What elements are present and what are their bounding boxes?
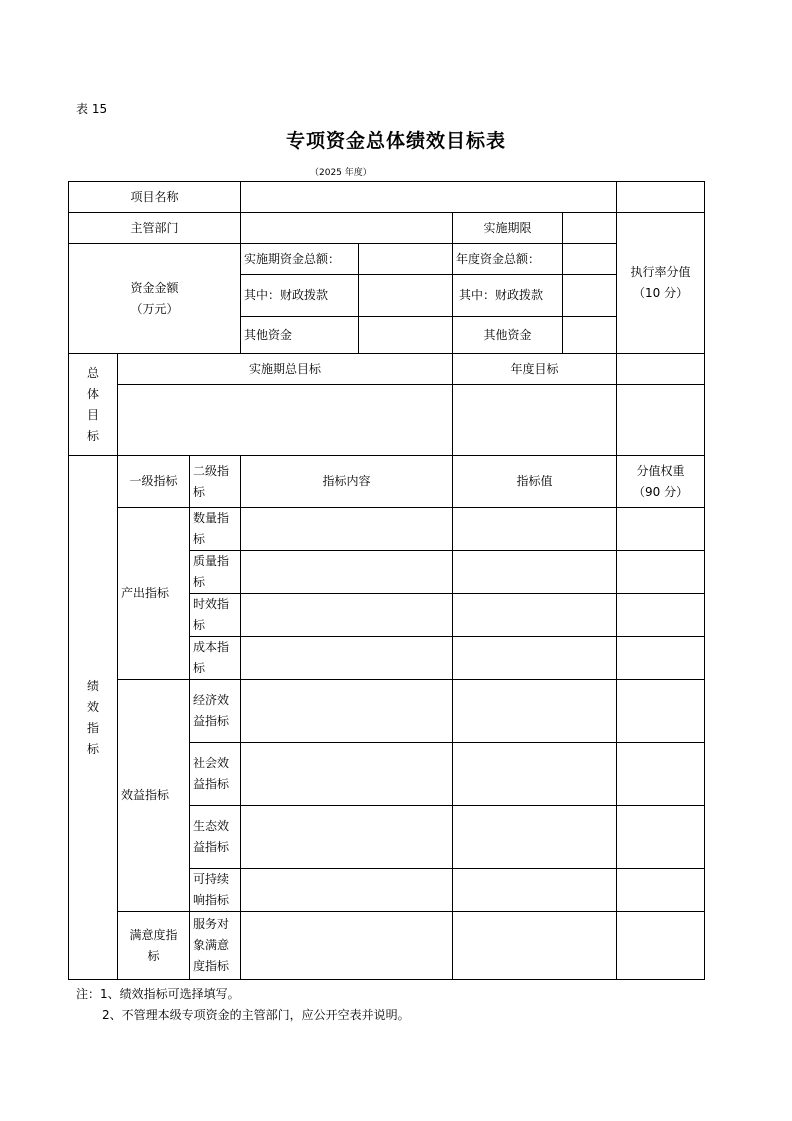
- level2-header: 二级指标: [190, 456, 241, 508]
- exec-rate-cell: [617, 213, 705, 354]
- level1-header: 一级指标: [118, 456, 190, 508]
- quality-indicator: 质量指标: [190, 551, 241, 594]
- page-title: 专项资金总体绩效目标表: [285, 130, 506, 152]
- period-label: 实施期限: [453, 213, 563, 244]
- social-indicator: 社会效益指标: [190, 743, 241, 806]
- other-funds-label-left: 其他资金: [241, 317, 359, 354]
- indicator-value-field[interactable]: [453, 637, 617, 680]
- ecological-indicator: 生态效益指标: [190, 806, 241, 869]
- blank-cell: [617, 385, 705, 456]
- satisfaction-indicator-label: 满意度指标: [118, 912, 190, 980]
- fiscal-label-left: 其中：财政拨款: [241, 275, 359, 317]
- indicator-content-field[interactable]: [241, 551, 453, 594]
- year-goal-header: 年度目标: [453, 354, 617, 385]
- content-header: 指标内容: [241, 456, 453, 508]
- sustainable-indicator: 可持续响指标: [190, 869, 241, 912]
- indicator-value-field[interactable]: [453, 551, 617, 594]
- funds-label: 资金金额: [130, 280, 179, 295]
- blank-cell: [617, 354, 705, 385]
- indicator-content-field[interactable]: [241, 680, 453, 743]
- indicator-weight-field[interactable]: [617, 869, 705, 912]
- blank-cell: [617, 182, 705, 213]
- indicator-value-field[interactable]: [453, 869, 617, 912]
- indicator-weight-field[interactable]: [617, 594, 705, 637]
- project-name-label: 项目名称: [69, 182, 241, 213]
- weight-header: 分值权重 （90 分）: [617, 456, 705, 508]
- value-header: 指标值: [453, 456, 617, 508]
- indicator-value-field[interactable]: [453, 594, 617, 637]
- indicator-weight-field[interactable]: [617, 637, 705, 680]
- indicator-weight-field[interactable]: [617, 806, 705, 869]
- table-number: 表 15: [76, 102, 108, 116]
- indicator-content-field[interactable]: [241, 594, 453, 637]
- dept-label: 主管部门: [69, 213, 241, 244]
- indicator-value-field[interactable]: [453, 508, 617, 551]
- period-field[interactable]: [563, 213, 617, 244]
- other-funds-label-right: 其他资金: [453, 317, 563, 354]
- funds-unit: （万元）: [130, 301, 179, 316]
- timeliness-indicator: 时效指标: [190, 594, 241, 637]
- exec-rate-score: （10 分）: [632, 286, 689, 300]
- period-goal-field[interactable]: [118, 385, 453, 456]
- indicator-value-field[interactable]: [453, 806, 617, 869]
- output-indicator-label: 产出指标: [118, 508, 190, 680]
- quantity-indicator: 数量指标: [190, 508, 241, 551]
- footnote-1: 注：1、绩效指标可选择填写。: [76, 987, 240, 1001]
- fiscal-field-left[interactable]: [359, 275, 453, 317]
- indicator-content-field[interactable]: [241, 869, 453, 912]
- indicator-weight-field[interactable]: [617, 743, 705, 806]
- economic-indicator: 经济效益指标: [190, 680, 241, 743]
- project-name-field[interactable]: [241, 182, 617, 213]
- funds-cell: [69, 244, 241, 354]
- other-funds-field-right[interactable]: [563, 317, 617, 354]
- total-year-field[interactable]: [563, 244, 617, 275]
- fiscal-year: （2025 年度）: [310, 168, 372, 178]
- performance-label: 绩效指标: [69, 456, 118, 980]
- indicator-value-field[interactable]: [453, 912, 617, 980]
- indicator-content-field[interactable]: [241, 637, 453, 680]
- indicator-weight-field[interactable]: [617, 680, 705, 743]
- total-period-field[interactable]: [359, 244, 453, 275]
- service-satisfaction-indicator: 服务对象满意度指标: [190, 912, 241, 980]
- cost-indicator: 成本指标: [190, 637, 241, 680]
- other-funds-field-left[interactable]: [359, 317, 453, 354]
- indicator-value-field[interactable]: [453, 743, 617, 806]
- period-goal-header: 实施期总目标: [118, 354, 453, 385]
- indicator-weight-field[interactable]: [617, 508, 705, 551]
- indicator-content-field[interactable]: [241, 743, 453, 806]
- indicator-content-field[interactable]: [241, 806, 453, 869]
- total-year-label: 年度资金总额：: [453, 244, 563, 275]
- fiscal-field-right[interactable]: [563, 275, 617, 317]
- benefit-indicator-label: 效益指标: [118, 680, 190, 912]
- footnotes: [76, 984, 410, 1026]
- year-goal-field[interactable]: [453, 385, 617, 456]
- indicator-content-field[interactable]: [241, 912, 453, 980]
- exec-rate-label: 执行率分值: [630, 265, 691, 279]
- indicator-weight-field[interactable]: [617, 551, 705, 594]
- fiscal-label-right: 其中：财政拨款: [453, 275, 563, 317]
- overall-goal-label: 总体目标: [69, 354, 118, 456]
- indicator-content-field[interactable]: [241, 508, 453, 551]
- footnote-2: 2、不管理本级专项资金的主管部门，应公开空表并说明。: [102, 1008, 410, 1022]
- indicator-value-field[interactable]: [453, 680, 617, 743]
- dept-field[interactable]: [241, 213, 453, 244]
- indicator-weight-field[interactable]: [617, 912, 705, 980]
- performance-goal-table: [68, 181, 705, 980]
- total-period-label: 实施期资金总额：: [241, 244, 359, 275]
